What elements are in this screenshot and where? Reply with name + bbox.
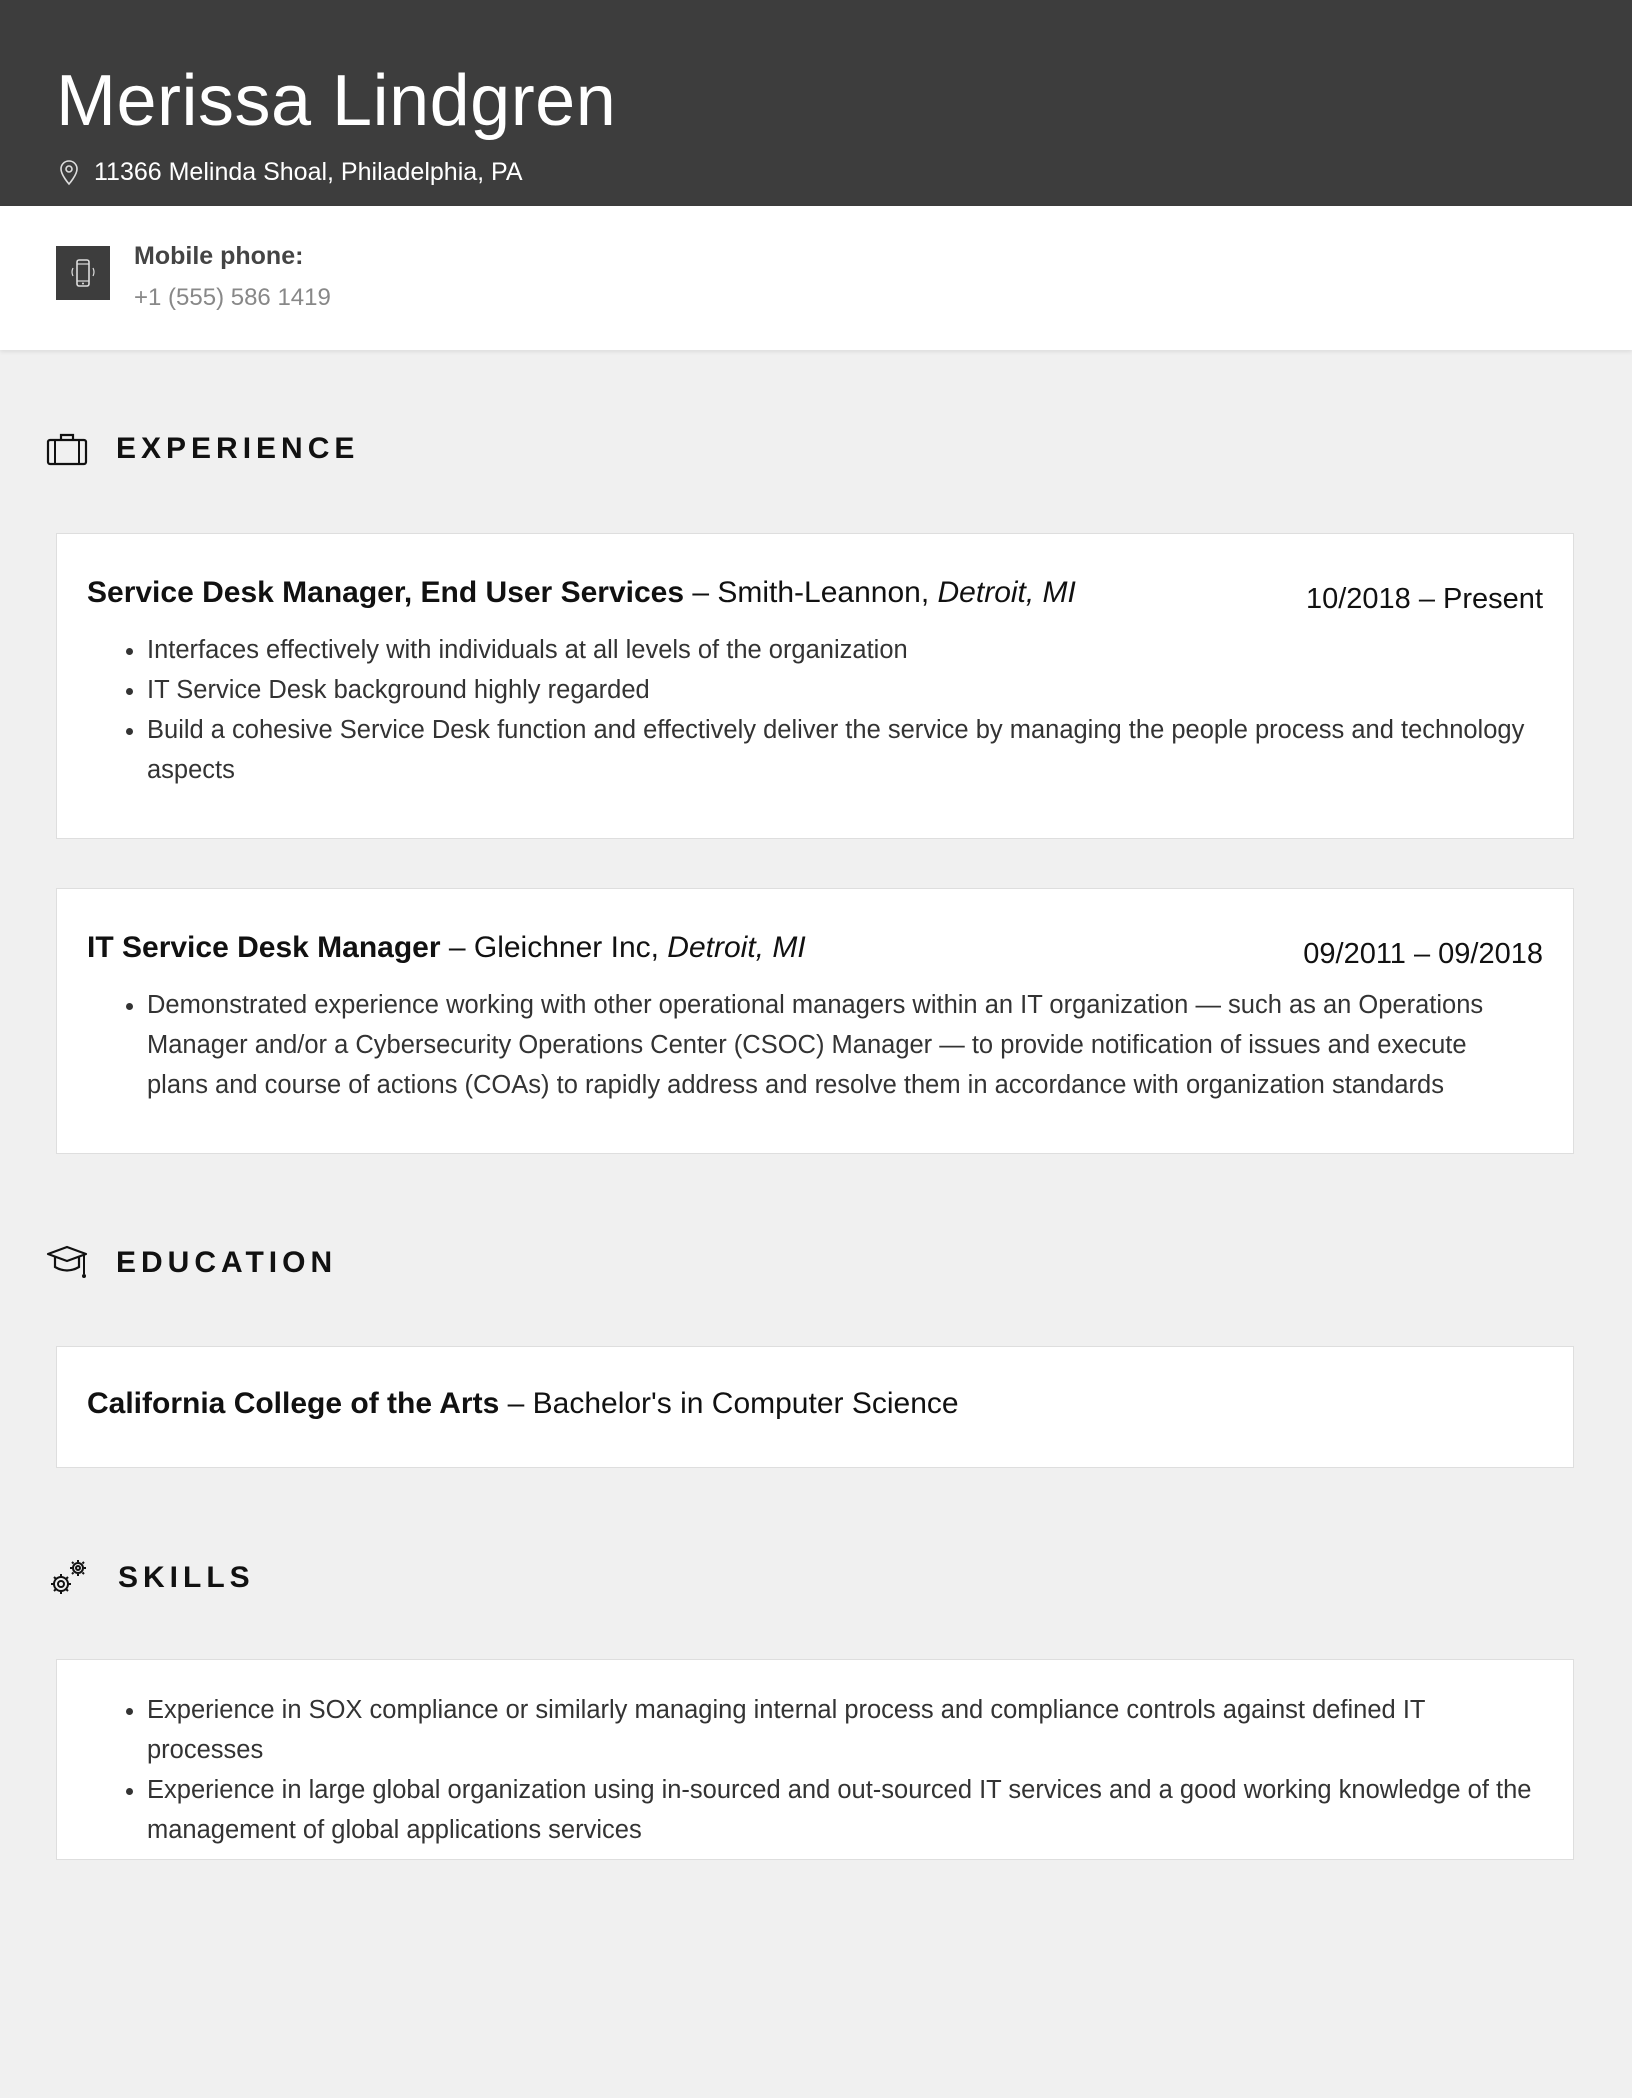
- skills-card: [56, 1659, 1574, 1860]
- separator: ,: [920, 576, 938, 609]
- separator: –: [440, 931, 474, 964]
- mobile-phone-icon: [56, 246, 110, 300]
- phone-label: Mobile phone:: [134, 242, 304, 270]
- graduation-cap-icon: [46, 1244, 88, 1282]
- job-dates: 09/2011 – 09/2018: [1303, 938, 1543, 970]
- list-item: • Experience in large global organization using in-sourced and out-sourced IT services and a good working knowledge of the management of global applications services: [147, 1770, 1533, 1850]
- company-name: Smith-Leannon: [717, 576, 921, 609]
- list-item: • Demonstrated experience working with other operational managers within an IT organization — such as an Operations Manager and/or a Cybersecurity Operations Center (CSOC) Manager — to provide notification of issues and execute plans and course of actions (COAs) to rapidly address and resolve them in accordance with organization standards: [147, 985, 1533, 1105]
- separator: ,: [650, 931, 668, 964]
- company-name: Gleichner Inc: [473, 931, 651, 964]
- school-name: California College of the Arts: [87, 1387, 500, 1420]
- degree: Bachelor's in Computer Science: [532, 1387, 959, 1420]
- experience-section-header: [46, 432, 359, 466]
- education-title: EDUCATION: [116, 1246, 338, 1279]
- separator: –: [684, 576, 718, 609]
- gears-icon: [46, 1556, 90, 1600]
- list-item: • Build a cohesive Service Desk function and effectively deliver the service by managing the people process and technology aspects: [147, 710, 1533, 790]
- resume-header: [0, 0, 1632, 206]
- experience-title: EXPERIENCE: [116, 432, 360, 465]
- contact-bar: [0, 206, 1632, 350]
- job-title: IT Service Desk Manager: [87, 931, 441, 964]
- list-item: • IT Service Desk background highly regarded: [147, 670, 1533, 710]
- job-dates: 10/2018 – Present: [1305, 583, 1543, 615]
- job-card: [56, 888, 1574, 1154]
- job-bullets: [105, 630, 1533, 790]
- job-location: Detroit, MI: [667, 931, 806, 964]
- job-card: [56, 533, 1574, 839]
- location-pin-icon: [58, 159, 80, 187]
- list-item: • Interfaces effectively with individuals at all levels of the organization: [147, 630, 1533, 670]
- education-line: [87, 1387, 959, 1421]
- job-header: [87, 576, 1543, 615]
- job-header: [87, 931, 1543, 970]
- briefcase-icon: [46, 432, 88, 466]
- separator: –: [499, 1387, 533, 1420]
- job-bullets: [105, 985, 1533, 1105]
- skills-bullets: [105, 1690, 1533, 1850]
- job-location: Detroit, MI: [937, 576, 1076, 609]
- skills-section-header: [46, 1556, 255, 1600]
- job-title-line: [87, 931, 806, 965]
- job-title: Service Desk Manager, End User Services: [87, 576, 685, 609]
- list-item: • Experience in SOX compliance or similarly managing internal process and compliance controls against defined IT processes: [147, 1690, 1533, 1770]
- skills-title: SKILLS: [118, 1561, 255, 1594]
- address-text: 11366 Melinda Shoal, Philadelphia, PA: [94, 158, 523, 186]
- job-title-line: [87, 576, 1076, 610]
- education-card: [56, 1346, 1574, 1468]
- address-line: [58, 158, 523, 187]
- candidate-name: Merissa Lindgren: [56, 61, 617, 141]
- education-section-header: [46, 1244, 337, 1282]
- phone-value[interactable]: +1 (555) 586 1419: [134, 284, 331, 311]
